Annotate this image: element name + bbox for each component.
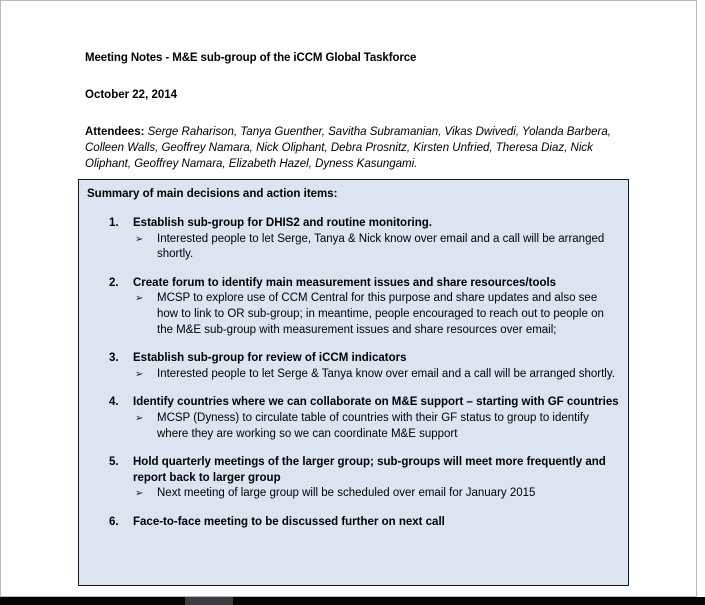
action-item-number: 4. bbox=[109, 396, 119, 409]
horizontal-scrollbar[interactable] bbox=[0, 597, 705, 605]
action-subitem-list bbox=[133, 367, 618, 383]
summary-box-content bbox=[79, 180, 628, 531]
scrollbar-thumb[interactable] bbox=[185, 597, 233, 605]
document-header-block bbox=[85, 51, 630, 173]
action-item bbox=[87, 351, 618, 382]
attendees-names: Serge Raharison, Tanya Guenther, Savitha Subramanian, Vikas Dwivedi, Yolanda Barbera, Colleen Walls, Geoffrey Namara, Nick Oliphant, Debra Prosnitz, Kirsten Unfried, Theresa Diaz, Nick Oliphant, Geoffrey Namara, Elizabeth Hazel, Dyness Kasungami. bbox=[85, 126, 611, 171]
action-item-number: 6. bbox=[109, 515, 119, 528]
action-subitem-text: MCSP (Dyness) to circulate table of countries with their GF status to group to identify where they are working so we can coordinate M&E support bbox=[157, 411, 589, 440]
action-subitem-list bbox=[133, 486, 618, 502]
meeting-date: October 22, 2014 bbox=[85, 89, 178, 101]
action-subitem bbox=[133, 411, 618, 442]
action-subitem-text: MCSP to explore use of CCM Central for this purpose and share updates and also see how to link to OR sub-group; in meantime, people encouraged to reach out to people on the M&E sub-group with measurement issues and share resources over email; bbox=[157, 292, 604, 336]
attendees-line bbox=[85, 124, 615, 173]
action-item-text: Establish sub-group for DHIS2 and routine monitoring. bbox=[133, 217, 432, 229]
action-item bbox=[87, 455, 618, 502]
action-item-number: 5. bbox=[109, 456, 119, 469]
arrow-bullet-icon: ➢ bbox=[135, 488, 144, 500]
action-subitem bbox=[133, 232, 618, 263]
action-subitem bbox=[133, 291, 618, 338]
arrow-bullet-icon: ➢ bbox=[135, 233, 144, 245]
arrow-bullet-icon: ➢ bbox=[135, 412, 144, 424]
action-items-list bbox=[87, 216, 618, 531]
action-item-number: 2. bbox=[109, 276, 119, 289]
action-item bbox=[87, 395, 618, 442]
action-subitem-list bbox=[133, 411, 618, 442]
action-item-text: Face-to-face meeting to be discussed further on next call bbox=[133, 515, 445, 528]
action-subitem-text: Interested people to let Serge, Tanya & Nick know over email and a call will be arranged shortly. bbox=[157, 232, 605, 261]
action-item-text: Establish sub-group for review of iCCM indicators bbox=[133, 352, 407, 365]
arrow-bullet-icon: ➢ bbox=[135, 368, 144, 380]
action-item-text: Identify countries where we can collaborate on M&E support – starting with GF countries bbox=[133, 396, 619, 409]
action-item bbox=[87, 276, 618, 338]
summary-heading: Summary of main decisions and action items: bbox=[87, 188, 338, 200]
action-item-number: 3. bbox=[109, 352, 119, 365]
arrow-bullet-icon: ➢ bbox=[135, 293, 144, 305]
action-item-number: 1. bbox=[109, 217, 119, 229]
summary-box bbox=[78, 179, 629, 586]
attendees-label: Attendees: bbox=[85, 126, 145, 138]
action-subitem-list bbox=[133, 232, 618, 263]
action-subitem-text: Next meeting of large group will be scheduled over email for January 2015 bbox=[157, 487, 536, 500]
action-subitem bbox=[133, 486, 618, 502]
action-item bbox=[87, 515, 618, 531]
page-title: Meeting Notes - M&E sub-group of the iCCM Global Taskforce bbox=[85, 52, 417, 64]
action-item-text: Hold quarterly meetings of the larger group; sub-groups will meet more frequently and report back to larger group bbox=[133, 456, 606, 484]
action-item bbox=[87, 216, 618, 263]
action-subitem bbox=[133, 367, 618, 383]
action-item-text: Create forum to identify main measurement issues and share resources/tools bbox=[133, 276, 557, 289]
action-subitem-text: Interested people to let Serge & Tanya know over email and a call will be arranged shortly. bbox=[157, 367, 615, 380]
action-subitem-list bbox=[133, 291, 618, 338]
